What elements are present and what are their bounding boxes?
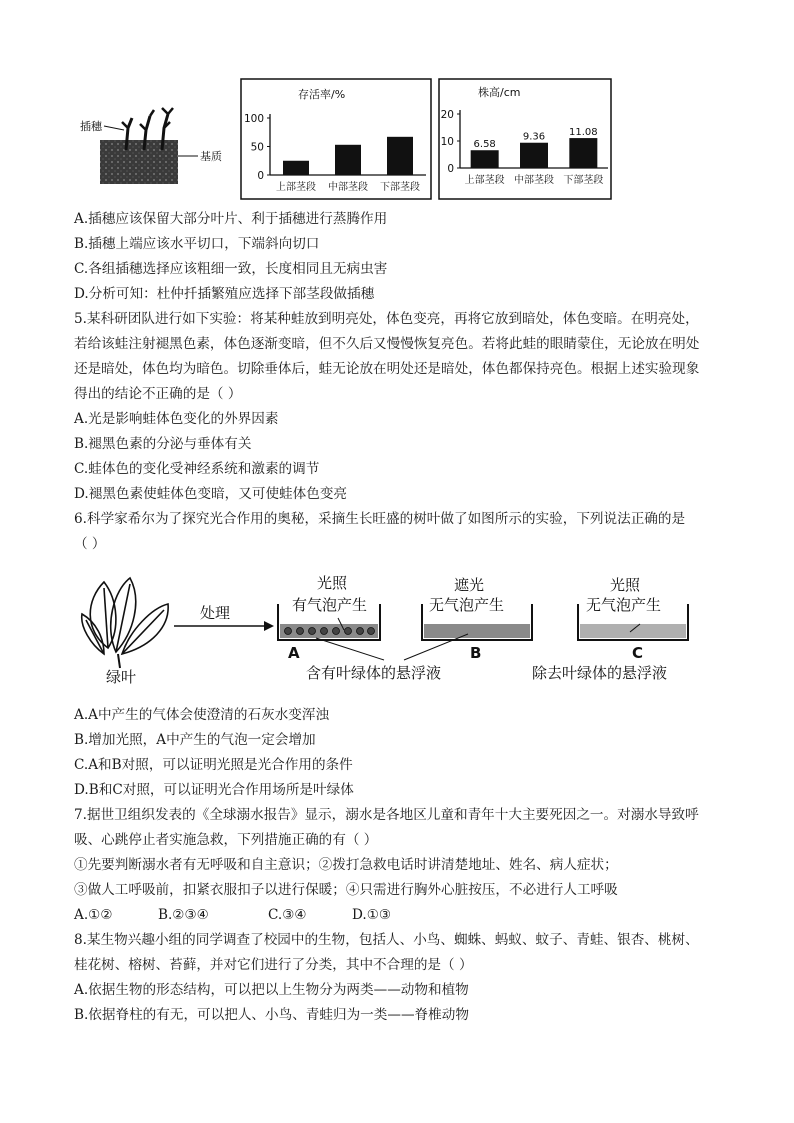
beaker-c-top-label: 光照 [610,576,641,594]
beaker-c-letter: C [632,644,644,662]
q7-option-d: D.①③ [352,907,392,923]
survival-bar [387,137,413,175]
q5-stem-line-1: 5.某科研团队进行如下实验：将某种蛙放到明亮处，体色变亮，再将它放到暗处，体色变暗。在明亮处， [74,311,699,327]
height-y-tick-label: 20 [440,109,454,121]
q4-option-a: A.插穗应该保留大部分叶片、利于插穗进行蒸腾作用 [74,211,388,227]
height-y-tick-label: 0 [447,163,454,175]
process-label: 处理 [200,604,231,622]
q5-option-b: B.褪黑色素的分泌与垂体有关 [74,436,252,452]
beaker-b-letter: B [470,644,482,662]
q7-stem-line-2: 吸、心跳停止者实施急救，下列措施正确的有（ ） [74,832,378,848]
survival-y-tick-label: 50 [250,141,264,154]
height-data-label: 9.36 [522,131,546,143]
q4-option-c: C.各组插穗选择应该粗细一致，长度相同且无病虫害 [74,261,388,277]
survival-rate-chart [240,78,432,200]
q8-option-a: A.依据生物的形态结构，可以把以上生物分为两类——动物和植物 [74,982,469,998]
height-bar [471,150,499,168]
q5-stem-line-4: 得出的结论不正确的是（ ） [74,386,242,402]
q8-option-b: B.依据脊柱的有无，可以把人、小鸟、青蛙归为一类——脊椎动物 [74,1007,469,1023]
beaker-a-top-label: 光照 [317,574,348,592]
height-bar [520,143,548,168]
height-category-label: 上部茎段 [464,175,505,186]
green-leaves-icon [82,578,168,668]
height-chart-title: 株高/cm [478,86,521,99]
q7-stem-line-1: 7.据世卫组织发表的《全球溺水报告》显示，溺水是各地区儿童和青年十大主要死因之一。对溺水导致呼 [74,807,699,823]
height-data-label: 6.58 [473,139,496,151]
q6-stem-line-2: （ ） [74,536,106,552]
beaker-a-bottom-label: 有气泡产生 [292,596,368,614]
q6-option-a: A.A中产生的气体会使澄清的石灰水变浑浊 [74,707,330,723]
photosynthesis-experiment-figure [74,570,714,694]
cutting-label: 插穗 [80,120,102,133]
q5-option-d: D.褪黑色素使蛙体色变暗，又可使蛙体色变亮 [74,486,348,502]
survival-chart-title: 存活率/% [298,88,346,101]
plant-height-chart [438,78,612,200]
q5-stem-line-2: 若给该蛙注射褪黑色素，体色逐渐变暗，但不久后又慢慢恢复亮色。若将此蛙的眼睛蒙住，无论放在明处 [74,336,700,352]
arrow-right-icon [264,621,274,631]
q6-option-c: C.A和B对照，可以证明光照是光合作用的条件 [74,757,353,773]
q4-option-b: B.插穗上端应该水平切口，下端斜向切口 [74,236,320,252]
q7-option-c: C.③④ [268,907,307,923]
beaker-b-top-label: 遮光 [454,576,485,594]
height-category-label: 中部茎段 [514,175,554,186]
height-category-label: 下部茎段 [563,175,604,186]
height-data-label: 11.08 [569,127,598,139]
cutting-figure [74,100,234,190]
q7-stem-line-4: ③做人工呼吸前，扣紧衣服扣子以进行保暖；④只需进行胸外心脏按压，不必进行人工呼吸 [74,882,618,898]
survival-y-tick-label: 100 [243,113,264,125]
height-y-tick-label: 10 [440,136,454,148]
survival-category-label: 上部茎段 [276,182,316,193]
beaker-a-letter: A [288,644,300,662]
q5-option-c: C.蛙体色的变化受神经系统和激素的调节 [74,461,320,477]
q6-option-d: D.B和C对照，可以证明光合作用场所是叶绿体 [74,782,354,798]
survival-bar [283,161,309,175]
q8-stem-line-2: 桂花树、榕树、苔藓，并对它们进行了分类，其中不合理的是（ ） [74,957,473,973]
q6-option-b: B.增加光照，A中产生的气泡一定会增加 [74,732,316,748]
survival-category-label: 下部茎段 [380,182,420,193]
q8-stem-line-1: 8.某生物兴趣小组的同学调查了校园中的生物，包括人、小鸟、蜘蛛、蚂蚁、蚊子、青蛙、银杏、桃树、 [74,932,699,948]
survival-bar [335,145,361,175]
beaker-c-bottom-label: 无气泡产生 [586,596,662,614]
q4-option-d: D.分析可知：杜仲扦插繁殖应选择下部茎段做插穗 [74,286,375,302]
q5-stem-line-3: 还是暗处，体色均为暗色。切除垂体后，蛙无论放在明处还是暗处，体色都保持亮色。根据上述实验现象 [74,361,700,377]
substrate-label: 基质 [200,150,222,163]
height-bar [569,138,597,168]
q7-option-b: B.②③④ [158,907,209,923]
beaker-b-bottom-label: 无气泡产生 [429,596,505,614]
survival-category-label: 中部茎段 [328,182,368,193]
q6-stem-line-1: 6.科学家希尔为了探究光合作用的奥秘，采摘生长旺盛的树叶做了如图所示的实验，下列说法正确的是 [74,511,686,527]
q5-option-a: A.光是影响蛙体色变化的外界因素 [74,411,279,427]
q7-option-a: A.①② [74,907,113,923]
leaf-label: 绿叶 [106,668,137,686]
q7-stem-line-3: ①先要判断溺水者有无呼吸和自主意识；②拨打急救电话时讲清楚地址、姓名、病人症状； [74,857,618,873]
survival-y-tick-label: 0 [257,170,264,182]
c-caption: 除去叶绿体的悬浮液 [532,664,668,682]
ab-caption: 含有叶绿体的悬浮液 [306,664,442,682]
